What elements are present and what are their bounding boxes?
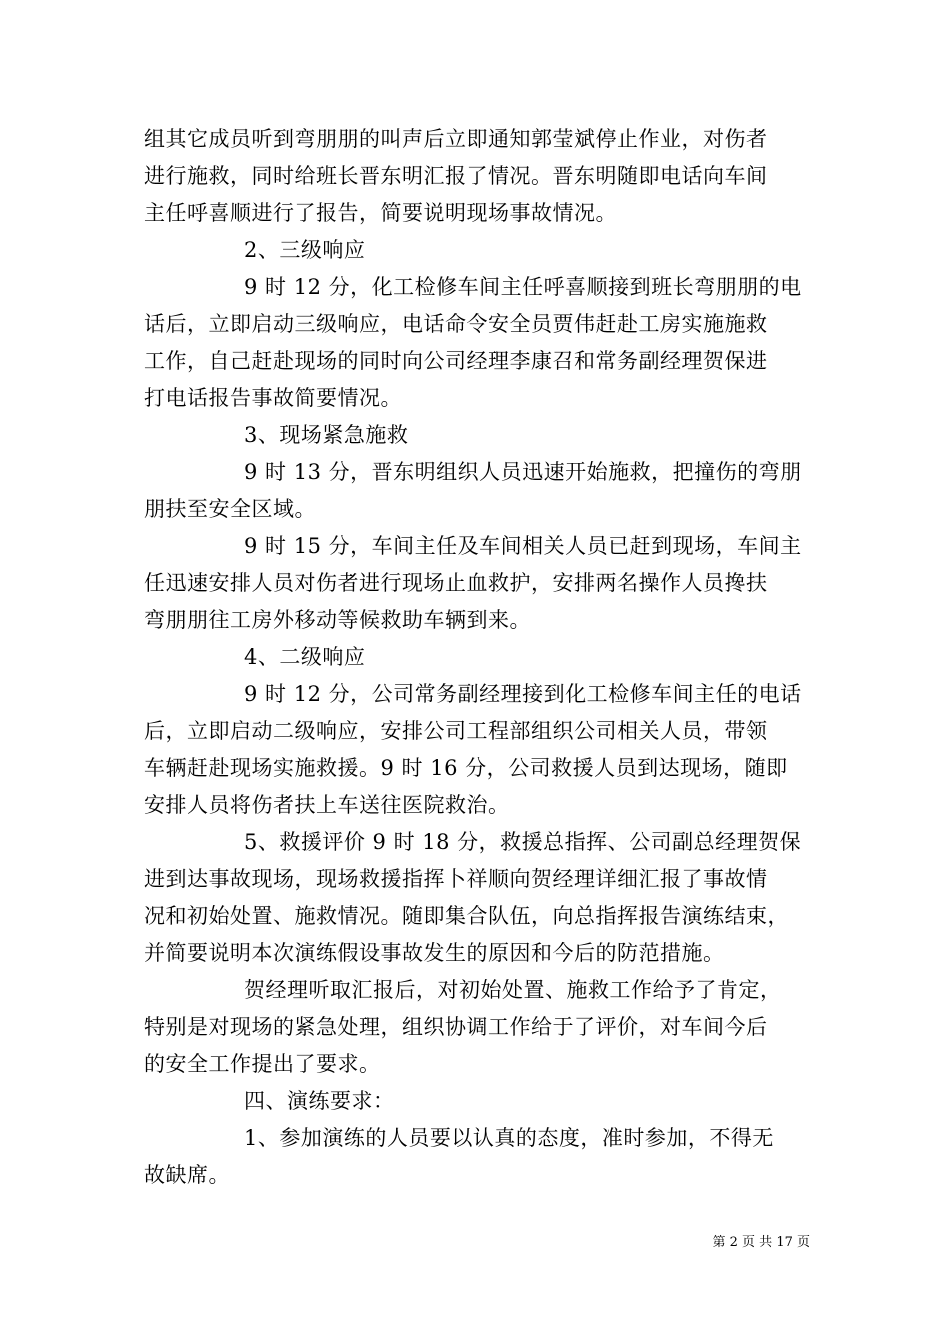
paragraph-line: 9 时 15 分，车间主任及车间相关人员已赶到现场，车间主 — [244, 534, 802, 558]
page-number-footer: 第 2 页 共 17 页 — [712, 1235, 810, 1250]
section-heading: 4、二级响应 — [244, 645, 366, 669]
paragraph-line: 后，立即启动二级响应，安排公司工程部组织公司相关人员，带领 — [144, 719, 768, 743]
paragraph-line: 1、参加演练的人员要以认真的态度，准时参加，不得无 — [244, 1126, 774, 1150]
section-heading: 四、演练要求： — [244, 1089, 395, 1113]
paragraph-line: 弯朋朋往工房外移动等候救助车辆到来。 — [144, 608, 531, 632]
paragraph-line: 5、救援评价 9 时 18 分，救援总指挥、公司副总经理贺保 — [244, 830, 802, 854]
section-heading: 2、三级响应 — [244, 238, 366, 262]
paragraph-line: 朋扶至安全区域。 — [144, 497, 316, 521]
paragraph-line: 打电话报告事故简要情况。 — [144, 386, 402, 410]
section-heading: 3、现场紧急施救 — [244, 423, 409, 447]
paragraph-line: 的安全工作提出了要求。 — [144, 1052, 381, 1076]
paragraph-line: 贺经理听取汇报后，对初始处置、施救工作给予了肯定， — [244, 978, 782, 1002]
paragraph-line: 9 时 13 分，晋东明组织人员迅速开始施救，把撞伤的弯朋 — [244, 460, 802, 484]
paragraph-line: 9 时 12 分，化工检修车间主任呼喜顺接到班长弯朋朋的电 — [244, 275, 802, 299]
paragraph-line: 况和初始处置、施救情况。随即集合队伍，向总指挥报告演练结束， — [144, 904, 789, 928]
paragraph-line: 进到达事故现场，现场救援指挥卜祥顺向贺经理详细汇报了事故情 — [144, 867, 768, 891]
paragraph-line: 特别是对现场的紧急处理，组织协调工作给于了评价，对车间今后 — [144, 1015, 768, 1039]
paragraph-line: 话后，立即启动三级响应，电话命令安全员贾伟赶赴工房实施施救 — [144, 312, 768, 336]
paragraph-line: 故缺席。 — [144, 1163, 230, 1187]
paragraph-line: 主任呼喜顺进行了报告，简要说明现场事故情况。 — [144, 201, 617, 225]
paragraph-line: 工作，自己赶赴现场的同时向公司经理李康召和常务副经理贺保进 — [144, 349, 768, 373]
paragraph-line: 车辆赶赴现场实施救援。9 时 16 分，公司救援人员到达现场，随即 — [144, 756, 788, 780]
paragraph-line: 任迅速安排人员对伤者进行现场止血救护，安排两名操作人员搀扶 — [144, 571, 768, 595]
paragraph-line: 组其它成员听到弯朋朋的叫声后立即通知郭莹斌停止作业，对伤者 — [144, 127, 768, 151]
paragraph-line: 并简要说明本次演练假设事故发生的原因和今后的防范措施。 — [144, 941, 725, 965]
paragraph-line: 进行施救，同时给班长晋东明汇报了情况。晋东明随即电话向车间 — [144, 164, 768, 188]
paragraph-line: 9 时 12 分，公司常务副经理接到化工检修车间主任的电话 — [244, 682, 802, 706]
paragraph-line: 安排人员将伤者扶上车送往医院救治。 — [144, 793, 510, 817]
